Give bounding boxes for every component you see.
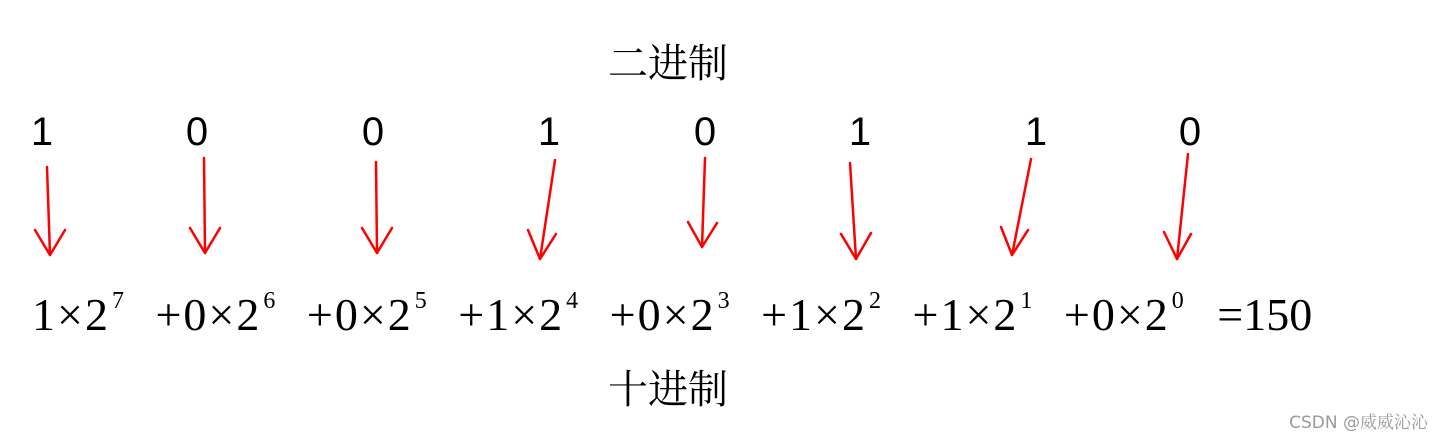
binary-title: 二进制 xyxy=(608,41,728,87)
formula-term: +0×2 $^6$ xyxy=(155,288,276,340)
arrow-down-icon xyxy=(1164,154,1191,259)
bit-digit: 1 xyxy=(848,110,872,154)
formula-term: +0×2 $^5$ xyxy=(306,288,427,340)
bit-digit: 1 xyxy=(30,110,54,154)
bit-digit: 1 xyxy=(1024,110,1048,154)
watermark: CSDN @威威沁沁 xyxy=(1289,413,1428,433)
bit-digit: 0 xyxy=(693,110,717,154)
arrow-down-icon xyxy=(190,158,220,253)
arrow-down-icon xyxy=(528,160,556,259)
equals-sign: = xyxy=(1217,289,1244,340)
decimal-result: 150 xyxy=(1243,289,1313,340)
arrow-down-icon xyxy=(35,167,65,255)
formula-term: +1×2 $^4$ xyxy=(458,288,579,340)
bit-digit: 0 xyxy=(361,110,385,154)
bit-digit: 1 xyxy=(537,110,561,154)
arrow-down-icon xyxy=(1001,159,1031,255)
arrow-down-icon xyxy=(841,163,871,259)
formula-term: +0×2 $^3$ xyxy=(609,288,730,340)
formula-term: +1×2 $^2$ xyxy=(761,288,881,340)
arrow-down-icon xyxy=(688,158,717,247)
formula-term: +0×2 $^0$ xyxy=(1063,288,1184,340)
formula-term: +1×2 $^1$ xyxy=(912,288,1033,340)
arrow-down-icon xyxy=(362,162,392,253)
expansion-formula xyxy=(32,276,1313,340)
decimal-title: 十进制 xyxy=(608,367,728,413)
bit-digit: 0 xyxy=(1178,110,1202,154)
bit-digit: 0 xyxy=(185,110,209,154)
formula-term: 1×2 $^7$ xyxy=(32,288,124,340)
